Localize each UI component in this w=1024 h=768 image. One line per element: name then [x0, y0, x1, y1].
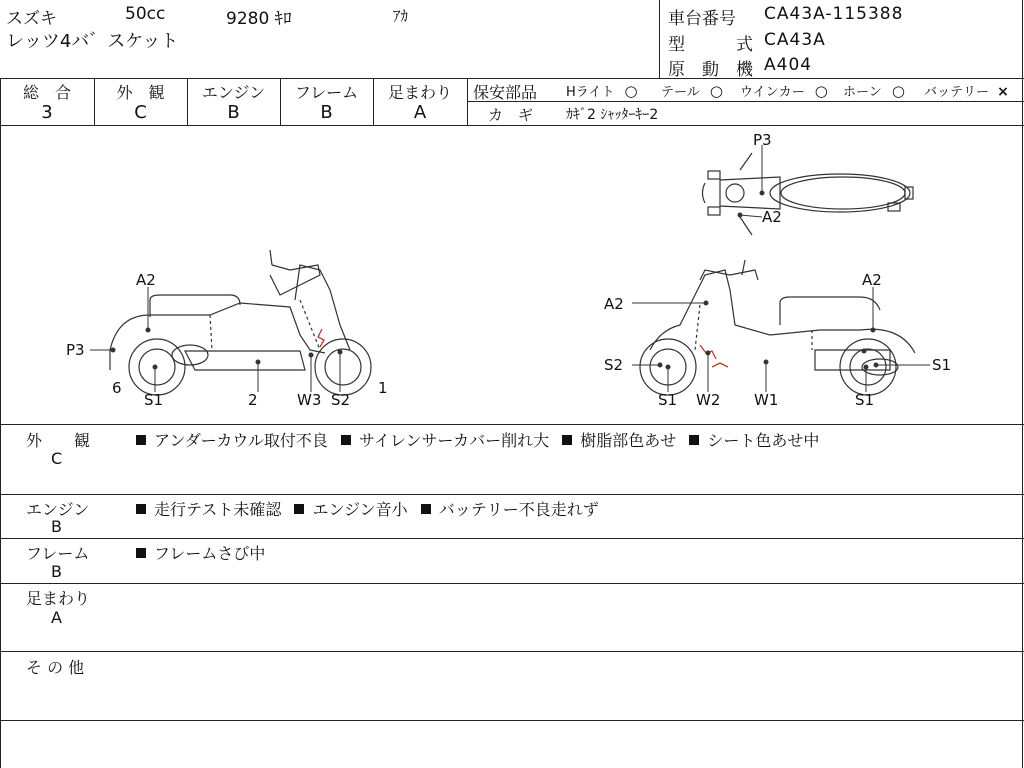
grade-value-frame: B — [320, 102, 333, 123]
key-value: ｶｷﾞ2 ｼｬｯﾀｰｷｰ2 — [566, 107, 659, 123]
safety-item-battery: バッテリー × — [924, 84, 1009, 100]
label-right-w2: W2 — [696, 391, 721, 409]
label-left-p3: P3 — [66, 341, 85, 359]
detail-label-exterior: 外 観 — [26, 431, 91, 450]
detail-label-frame: フレーム — [26, 544, 90, 563]
scratch-mark — [712, 363, 728, 367]
label-right-w1: W1 — [754, 391, 779, 409]
safety-item-tail: テール ○ — [661, 82, 723, 100]
engine-value: A404 — [764, 55, 813, 75]
displacement: 50cc — [125, 4, 166, 24]
label-left-1: 1 — [378, 379, 388, 397]
label-left-2: 2 — [248, 391, 258, 409]
bullet-icon — [341, 435, 351, 445]
engine-label-2: 動 — [702, 60, 719, 80]
bullet-icon — [136, 435, 146, 445]
divider — [0, 494, 1024, 495]
grade-value-engine: B — [227, 102, 240, 123]
type-value: CA43A — [764, 30, 826, 50]
bullet-icon — [294, 504, 304, 514]
grade-value-suspension: A — [413, 102, 427, 123]
detail-grade-frame: B — [51, 562, 62, 581]
grade-label-exterior: 外 観 — [116, 83, 165, 102]
detail-items-engine: 走行テスト未確認 エンジン音小 バッテリー不良走れず — [136, 497, 599, 520]
bullet-icon — [421, 504, 431, 514]
detail-items-exterior: アンダーカウル取付不良 サイレンサーカバー削れ大 樹脂部色あせ シート色あせ中 — [136, 428, 819, 451]
detail-grade-suspension: A — [51, 608, 62, 627]
scratch-mark — [318, 329, 324, 347]
detail-grade-exterior: C — [51, 449, 63, 468]
label-right-a2-right: A2 — [862, 271, 882, 289]
detail-label-other: そ の 他 — [26, 658, 85, 677]
divider — [0, 651, 1024, 652]
damage-diagram — [0, 125, 1024, 425]
label-right-s1-bottom-left: S1 — [658, 391, 678, 409]
divider — [467, 78, 468, 125]
divider — [0, 538, 1024, 539]
bullet-icon — [689, 435, 699, 445]
grade-value-exterior: C — [134, 102, 147, 123]
label-top-a2: A2 — [762, 208, 782, 226]
engine-label-1: 原 — [668, 60, 685, 80]
color: ｱｶ — [393, 7, 409, 25]
safety-item-winker: ウインカー ○ — [740, 82, 828, 100]
grade-label-frame: フレーム — [294, 83, 359, 102]
label-left-s2: S2 — [331, 391, 351, 409]
bullet-icon — [562, 435, 572, 445]
type-label-2: 式 — [736, 35, 753, 55]
engine-label-3: 機 — [736, 60, 753, 80]
divider — [0, 583, 1024, 584]
safety-item-horn: ホーン ○ — [843, 82, 905, 100]
label-left-a2: A2 — [136, 271, 156, 289]
divider — [0, 78, 1024, 79]
safety-label: 保安部品 — [473, 83, 538, 102]
label-left-s1: S1 — [144, 391, 164, 409]
frame-no-label: 車台番号 — [668, 9, 736, 29]
label-right-a2-left: A2 — [604, 295, 624, 313]
grade-label-suspension: 足まわり — [387, 83, 452, 102]
key-label: カ ギ — [488, 106, 534, 124]
grade-label-engine: エンジン — [201, 83, 266, 102]
label-left-w3: W3 — [297, 391, 322, 409]
detail-items-frame: フレームさび中 — [136, 541, 265, 564]
detail-label-suspension: 足まわり — [26, 589, 91, 608]
grade-value-overall: 3 — [41, 102, 53, 123]
label-right-s1-bottom-right: S1 — [855, 391, 875, 409]
frame-no: CA43A-115388 — [764, 4, 904, 24]
divider — [467, 101, 1024, 102]
label-right-s2: S2 — [604, 356, 624, 374]
divider — [659, 0, 660, 78]
label-right-s1: S1 — [932, 356, 952, 374]
mileage: 9280 ｷﾛ — [226, 9, 292, 29]
model-name: レッツ4バ゛スケット — [6, 31, 179, 52]
label-left-6: 6 — [112, 379, 122, 397]
detail-grade-engine: B — [51, 517, 62, 536]
bullet-icon — [136, 504, 146, 514]
divider — [0, 720, 1024, 721]
grade-label-overall: 総 合 — [22, 83, 71, 102]
label-top-p3: P3 — [753, 131, 772, 149]
bullet-icon — [136, 548, 146, 558]
maker: スズキ — [6, 9, 57, 29]
safety-item-headlight: Hライト ○ — [566, 82, 638, 100]
top-view-scooter — [703, 153, 914, 235]
type-label-1: 型 — [668, 35, 685, 55]
detail-label-engine: エンジン — [26, 500, 90, 519]
